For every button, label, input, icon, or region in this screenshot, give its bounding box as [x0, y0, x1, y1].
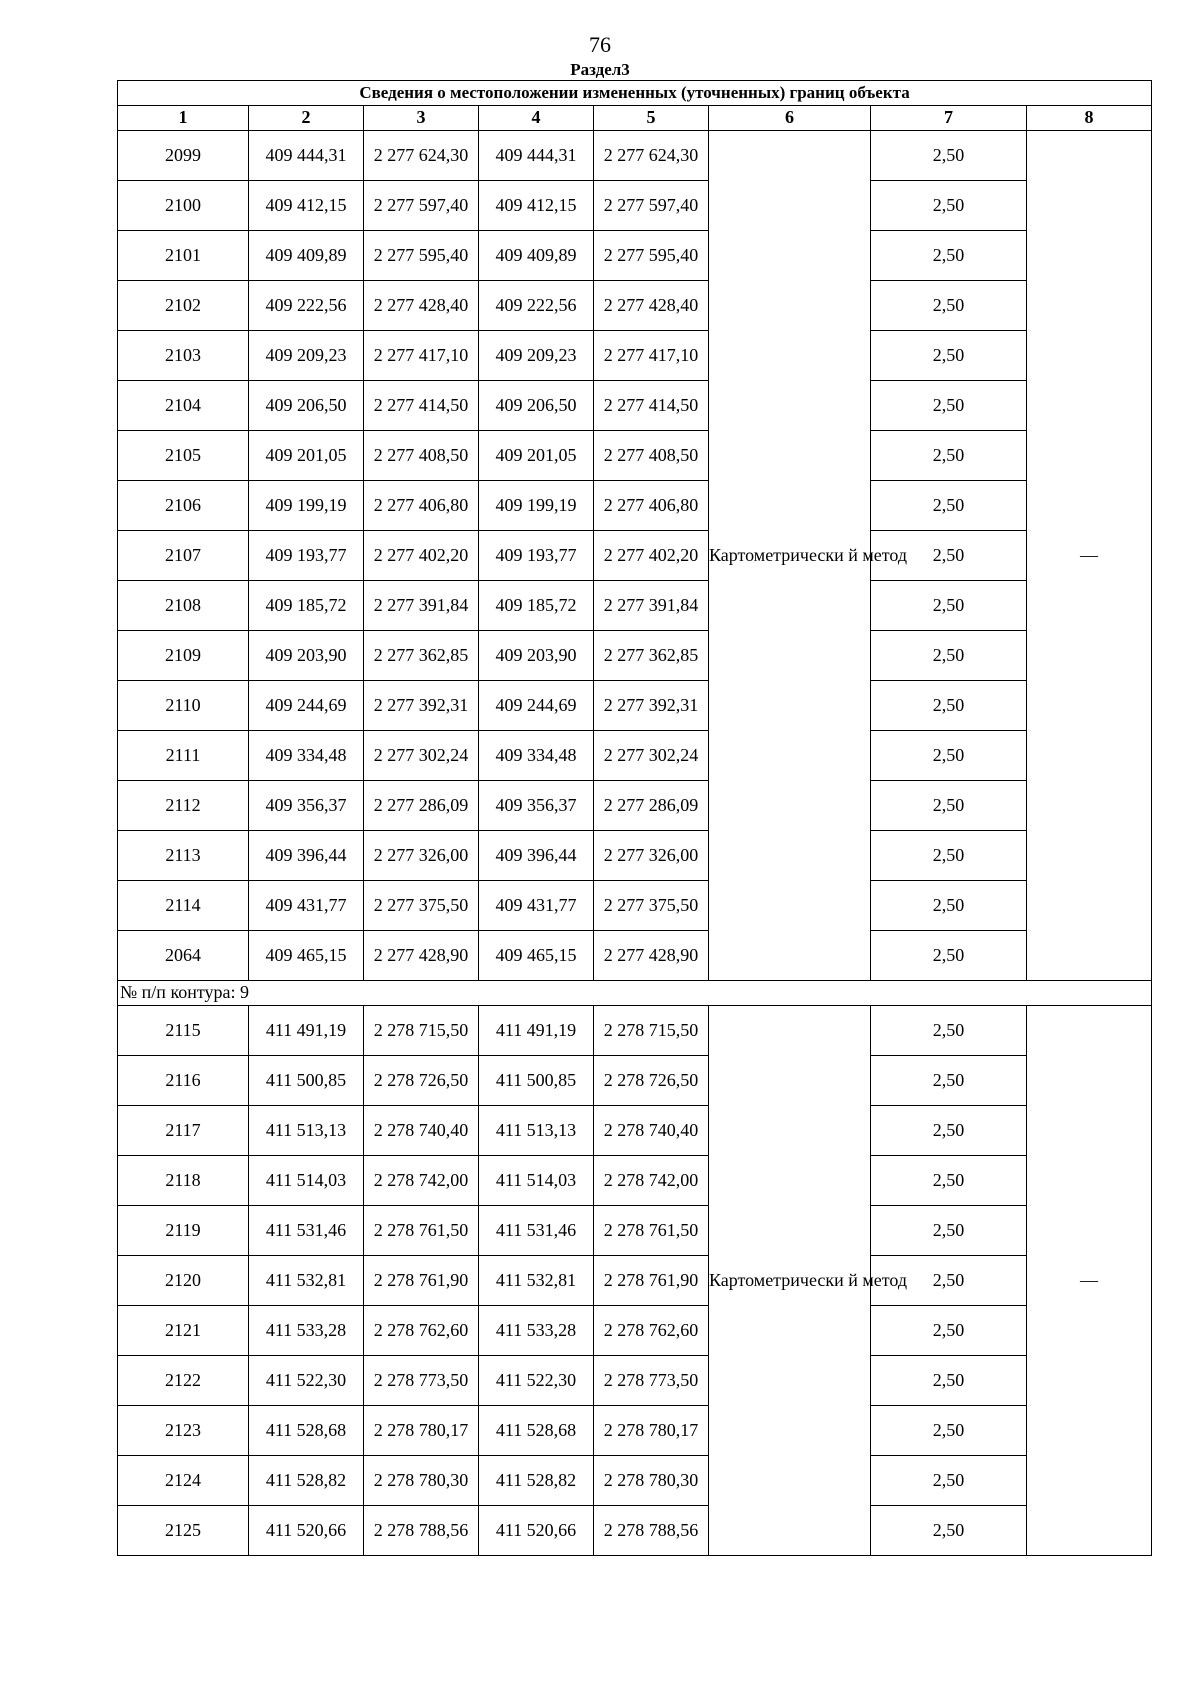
y-coordinate: 2 277 402,20 — [364, 531, 479, 581]
table-row — [118, 1456, 1152, 1506]
x-coordinate: 409 185,72 — [249, 581, 364, 631]
y-coordinate: 2 277 391,84 — [364, 581, 479, 631]
y-coordinate: 2 278 742,00 — [364, 1156, 479, 1206]
accuracy-value: 2,50 — [871, 281, 1027, 331]
x-coordinate-new: 409 203,90 — [479, 631, 594, 681]
point-number: 2111 — [118, 731, 249, 781]
table-row — [118, 781, 1152, 831]
y-coordinate-new: 2 277 597,40 — [594, 181, 709, 231]
accuracy-value: 2,50 — [871, 1206, 1027, 1256]
x-coordinate-new: 409 412,15 — [479, 181, 594, 231]
y-coordinate: 2 278 726,50 — [364, 1056, 479, 1106]
column-numbers-row — [118, 106, 1152, 131]
x-coordinate: 409 334,48 — [249, 731, 364, 781]
x-coordinate-new: 409 222,56 — [479, 281, 594, 331]
table-caption: Сведения о местоположении измененных (уточненных) границ объекта — [118, 81, 1152, 106]
contour-label-row — [118, 981, 1152, 1006]
column-number-header: 4 — [479, 106, 594, 131]
point-number: 2124 — [118, 1456, 249, 1506]
table-row — [118, 931, 1152, 981]
table-row — [118, 231, 1152, 281]
table-row — [118, 181, 1152, 231]
y-coordinate: 2 277 375,50 — [364, 881, 479, 931]
x-coordinate: 409 244,69 — [249, 681, 364, 731]
y-coordinate-new: 2 278 780,30 — [594, 1456, 709, 1506]
y-coordinate-new: 2 277 428,90 — [594, 931, 709, 981]
accuracy-value: 2,50 — [871, 131, 1027, 181]
y-coordinate: 2 277 597,40 — [364, 181, 479, 231]
y-coordinate: 2 278 773,50 — [364, 1356, 479, 1406]
accuracy-value: 2,50 — [871, 681, 1027, 731]
section-title: Раздел3 — [570, 60, 630, 79]
x-coordinate-new: 409 201,05 — [479, 431, 594, 481]
point-number: 2102 — [118, 281, 249, 331]
accuracy-value: 2,50 — [871, 481, 1027, 531]
y-coordinate-new: 2 278 780,17 — [594, 1406, 709, 1456]
x-coordinate: 409 356,37 — [249, 781, 364, 831]
x-coordinate-new: 411 520,66 — [479, 1506, 594, 1556]
y-coordinate: 2 278 780,30 — [364, 1456, 479, 1506]
y-coordinate: 2 278 780,17 — [364, 1406, 479, 1456]
table-row — [118, 1306, 1152, 1356]
table-row — [118, 331, 1152, 381]
column-number-header: 5 — [594, 106, 709, 131]
x-coordinate: 411 522,30 — [249, 1356, 364, 1406]
point-number: 2120 — [118, 1256, 249, 1306]
y-coordinate: 2 277 414,50 — [364, 381, 479, 431]
accuracy-value: 2,50 — [871, 1306, 1027, 1356]
x-coordinate: 409 222,56 — [249, 281, 364, 331]
point-number: 2106 — [118, 481, 249, 531]
y-coordinate-new: 2 277 406,80 — [594, 481, 709, 531]
x-coordinate-new: 411 528,82 — [479, 1456, 594, 1506]
y-coordinate: 2 277 428,90 — [364, 931, 479, 981]
point-number: 2119 — [118, 1206, 249, 1256]
accuracy-value: 2,50 — [871, 831, 1027, 881]
table-row — [118, 581, 1152, 631]
accuracy-value: 2,50 — [871, 581, 1027, 631]
accuracy-value: 2,50 — [871, 931, 1027, 981]
table-row — [118, 1056, 1152, 1106]
y-coordinate: 2 278 761,50 — [364, 1206, 479, 1256]
y-coordinate: 2 277 302,24 — [364, 731, 479, 781]
x-coordinate: 411 520,66 — [249, 1506, 364, 1556]
x-coordinate-new: 409 244,69 — [479, 681, 594, 731]
accuracy-value: 2,50 — [871, 1256, 1027, 1306]
x-coordinate-new: 411 500,85 — [479, 1056, 594, 1106]
y-coordinate-new: 2 278 773,50 — [594, 1356, 709, 1406]
table-row — [118, 381, 1152, 431]
column-number-header: 2 — [249, 106, 364, 131]
x-coordinate: 411 528,68 — [249, 1406, 364, 1456]
accuracy-value: 2,50 — [871, 1456, 1027, 1506]
y-coordinate-new: 2 277 414,50 — [594, 381, 709, 431]
column-number-header: 3 — [364, 106, 479, 131]
point-number: 2113 — [118, 831, 249, 881]
page-number: 76 — [589, 32, 611, 57]
table-row — [118, 481, 1152, 531]
point-number: 2101 — [118, 231, 249, 281]
point-number: 2114 — [118, 881, 249, 931]
y-coordinate-new: 2 277 326,00 — [594, 831, 709, 881]
x-coordinate: 409 409,89 — [249, 231, 364, 281]
y-coordinate: 2 277 428,40 — [364, 281, 479, 331]
y-coordinate: 2 277 417,10 — [364, 331, 479, 381]
point-number: 2103 — [118, 331, 249, 381]
accuracy-value: 2,50 — [871, 731, 1027, 781]
accuracy-value: 2,50 — [871, 1406, 1027, 1456]
table-row — [118, 731, 1152, 781]
x-coordinate-new: 409 206,50 — [479, 381, 594, 431]
x-coordinate-new: 411 533,28 — [479, 1306, 594, 1356]
accuracy-value: 2,50 — [871, 881, 1027, 931]
boundary-coordinates-table — [117, 80, 1152, 1556]
x-coordinate: 409 199,19 — [249, 481, 364, 531]
x-coordinate-new: 411 532,81 — [479, 1256, 594, 1306]
x-coordinate-new: 411 522,30 — [479, 1356, 594, 1406]
accuracy-value: 2,50 — [871, 1156, 1027, 1206]
column-number-header: 8 — [1027, 106, 1152, 131]
y-coordinate-new: 2 278 762,60 — [594, 1306, 709, 1356]
x-coordinate: 409 201,05 — [249, 431, 364, 481]
table-row — [118, 631, 1152, 681]
y-coordinate: 2 278 762,60 — [364, 1306, 479, 1356]
table-row — [118, 431, 1152, 481]
y-coordinate: 2 277 326,00 — [364, 831, 479, 881]
x-coordinate-new: 409 334,48 — [479, 731, 594, 781]
x-coordinate: 411 533,28 — [249, 1306, 364, 1356]
y-coordinate: 2 277 286,09 — [364, 781, 479, 831]
x-coordinate-new: 409 209,23 — [479, 331, 594, 381]
x-coordinate: 411 500,85 — [249, 1056, 364, 1106]
contour-label: № п/п контура: 9 — [118, 981, 1152, 1006]
x-coordinate-new: 409 465,15 — [479, 931, 594, 981]
x-coordinate-new: 409 431,77 — [479, 881, 594, 931]
x-coordinate-new: 409 396,44 — [479, 831, 594, 881]
y-coordinate: 2 277 595,40 — [364, 231, 479, 281]
y-coordinate-new: 2 277 402,20 — [594, 531, 709, 581]
point-number: 2109 — [118, 631, 249, 681]
y-coordinate-new: 2 277 624,30 — [594, 131, 709, 181]
point-number: 2100 — [118, 181, 249, 231]
point-number: 2122 — [118, 1356, 249, 1406]
y-coordinate-new: 2 277 375,50 — [594, 881, 709, 931]
column-number-header: 7 — [871, 106, 1027, 131]
x-coordinate: 411 513,13 — [249, 1106, 364, 1156]
x-coordinate-new: 411 514,03 — [479, 1156, 594, 1206]
y-coordinate: 2 277 406,80 — [364, 481, 479, 531]
point-number: 2064 — [118, 931, 249, 981]
table-row — [118, 1106, 1152, 1156]
accuracy-value: 2,50 — [871, 1356, 1027, 1406]
table-row — [118, 281, 1152, 331]
y-coordinate: 2 277 392,31 — [364, 681, 479, 731]
y-coordinate-new: 2 277 362,85 — [594, 631, 709, 681]
method-cell: Картометрически й метод — [709, 1006, 871, 1556]
accuracy-value: 2,50 — [871, 781, 1027, 831]
x-coordinate-new: 409 356,37 — [479, 781, 594, 831]
x-coordinate: 409 431,77 — [249, 881, 364, 931]
x-coordinate: 409 203,90 — [249, 631, 364, 681]
point-number: 2110 — [118, 681, 249, 731]
table-row — [118, 1506, 1152, 1556]
point-number: 2123 — [118, 1406, 249, 1456]
accuracy-value: 2,50 — [871, 1506, 1027, 1556]
x-coordinate-new: 411 528,68 — [479, 1406, 594, 1456]
x-coordinate: 409 465,15 — [249, 931, 364, 981]
x-coordinate: 409 209,23 — [249, 331, 364, 381]
note-dash-cell: — — [1027, 131, 1152, 981]
y-coordinate-new: 2 278 715,50 — [594, 1006, 709, 1056]
x-coordinate-new: 411 531,46 — [479, 1206, 594, 1256]
x-coordinate-new: 409 409,89 — [479, 231, 594, 281]
accuracy-value: 2,50 — [871, 231, 1027, 281]
y-coordinate-new: 2 278 788,56 — [594, 1506, 709, 1556]
y-coordinate-new: 2 277 408,50 — [594, 431, 709, 481]
point-number: 2112 — [118, 781, 249, 831]
y-coordinate-new: 2 277 417,10 — [594, 331, 709, 381]
point-number: 2118 — [118, 1156, 249, 1206]
table-row — [118, 1406, 1152, 1456]
point-number: 2108 — [118, 581, 249, 631]
accuracy-value: 2,50 — [871, 1106, 1027, 1156]
table-row — [118, 1356, 1152, 1406]
point-number: 2104 — [118, 381, 249, 431]
point-number: 2107 — [118, 531, 249, 581]
y-coordinate-new: 2 277 286,09 — [594, 781, 709, 831]
note-dash-cell: — — [1027, 1006, 1152, 1556]
point-number: 2105 — [118, 431, 249, 481]
x-coordinate: 411 491,19 — [249, 1006, 364, 1056]
table-row — [118, 1156, 1152, 1206]
x-coordinate-new: 411 491,19 — [479, 1006, 594, 1056]
table-row — [118, 831, 1152, 881]
column-number-header: 1 — [118, 106, 249, 131]
table-row — [118, 1256, 1152, 1306]
point-number: 2121 — [118, 1306, 249, 1356]
table-row — [118, 881, 1152, 931]
x-coordinate-new: 409 199,19 — [479, 481, 594, 531]
accuracy-value: 2,50 — [871, 631, 1027, 681]
x-coordinate: 411 532,81 — [249, 1256, 364, 1306]
y-coordinate: 2 277 362,85 — [364, 631, 479, 681]
x-coordinate: 411 528,82 — [249, 1456, 364, 1506]
x-coordinate-new: 409 193,77 — [479, 531, 594, 581]
point-number: 2117 — [118, 1106, 249, 1156]
point-number: 2115 — [118, 1006, 249, 1056]
table-row — [118, 531, 1152, 581]
accuracy-value: 2,50 — [871, 331, 1027, 381]
table-row — [118, 1006, 1152, 1056]
x-coordinate-new: 411 513,13 — [479, 1106, 594, 1156]
point-number: 2116 — [118, 1056, 249, 1106]
table-row — [118, 1206, 1152, 1256]
accuracy-value: 2,50 — [871, 531, 1027, 581]
accuracy-value: 2,50 — [871, 1056, 1027, 1106]
y-coordinate-new: 2 277 302,24 — [594, 731, 709, 781]
x-coordinate: 411 514,03 — [249, 1156, 364, 1206]
y-coordinate-new: 2 277 595,40 — [594, 231, 709, 281]
y-coordinate: 2 277 624,30 — [364, 131, 479, 181]
table-row — [118, 681, 1152, 731]
accuracy-value: 2,50 — [871, 381, 1027, 431]
x-coordinate: 409 444,31 — [249, 131, 364, 181]
y-coordinate-new: 2 278 761,50 — [594, 1206, 709, 1256]
y-coordinate-new: 2 277 392,31 — [594, 681, 709, 731]
y-coordinate: 2 278 740,40 — [364, 1106, 479, 1156]
y-coordinate-new: 2 277 391,84 — [594, 581, 709, 631]
accuracy-value: 2,50 — [871, 181, 1027, 231]
point-number: 2099 — [118, 131, 249, 181]
x-coordinate-new: 409 444,31 — [479, 131, 594, 181]
table-row — [118, 131, 1152, 181]
accuracy-value: 2,50 — [871, 1006, 1027, 1056]
y-coordinate-new: 2 278 742,00 — [594, 1156, 709, 1206]
y-coordinate-new: 2 278 740,40 — [594, 1106, 709, 1156]
y-coordinate: 2 277 408,50 — [364, 431, 479, 481]
x-coordinate-new: 409 185,72 — [479, 581, 594, 631]
y-coordinate-new: 2 277 428,40 — [594, 281, 709, 331]
x-coordinate: 409 396,44 — [249, 831, 364, 881]
column-number-header: 6 — [709, 106, 871, 131]
y-coordinate-new: 2 278 726,50 — [594, 1056, 709, 1106]
accuracy-value: 2,50 — [871, 431, 1027, 481]
y-coordinate-new: 2 278 761,90 — [594, 1256, 709, 1306]
y-coordinate: 2 278 761,90 — [364, 1256, 479, 1306]
y-coordinate: 2 278 788,56 — [364, 1506, 479, 1556]
x-coordinate: 409 193,77 — [249, 531, 364, 581]
y-coordinate: 2 278 715,50 — [364, 1006, 479, 1056]
x-coordinate: 411 531,46 — [249, 1206, 364, 1256]
point-number: 2125 — [118, 1506, 249, 1556]
method-cell: Картометрически й метод — [709, 131, 871, 981]
x-coordinate: 409 206,50 — [249, 381, 364, 431]
x-coordinate: 409 412,15 — [249, 181, 364, 231]
